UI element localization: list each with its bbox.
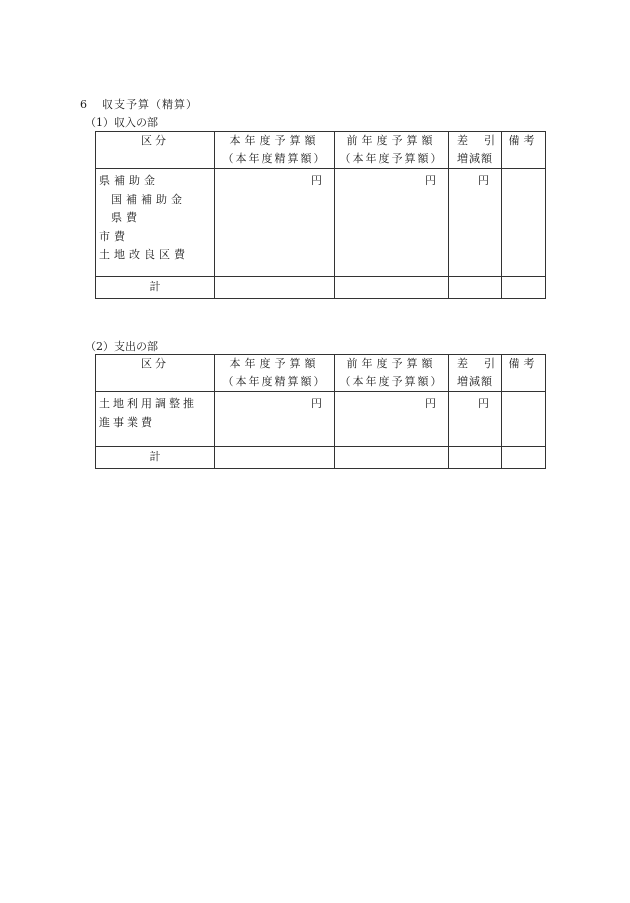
section-number: 6 xyxy=(80,98,87,111)
col-current-header xyxy=(215,355,335,392)
expense-difference-cell: 円 xyxy=(449,392,502,447)
previous-header-line2: （本年度予算額） xyxy=(339,375,444,388)
current-header-line2: （本年度精算額） xyxy=(222,375,327,388)
income-total-difference xyxy=(449,277,502,299)
income-item: 土地改良区費 xyxy=(99,248,189,261)
expense-current-cell: 円 xyxy=(215,392,335,447)
col-current-header xyxy=(215,132,335,169)
current-header-line1: 本年度予算額 xyxy=(229,134,320,147)
col-remarks-header: 備考 xyxy=(502,132,546,169)
col-previous-header xyxy=(335,132,449,169)
expense-items-cell xyxy=(96,392,215,447)
income-body-row xyxy=(96,169,546,277)
difference-header-b: 引 xyxy=(484,134,495,147)
col-category-header: 区分 xyxy=(96,132,215,169)
expense-item: 進事業費 xyxy=(99,415,155,429)
income-total-row xyxy=(96,277,546,299)
previous-header-line1: 前年度予算額 xyxy=(346,357,437,370)
income-item: 県補助金 xyxy=(99,174,159,187)
section-title: 収支予算（精算） xyxy=(102,98,198,111)
section-heading xyxy=(80,96,198,112)
expense-previous-cell: 円 xyxy=(335,392,449,447)
previous-header-line1: 前年度予算額 xyxy=(346,134,437,147)
expense-total-difference xyxy=(449,447,502,469)
expense-total-remarks xyxy=(502,447,546,469)
income-subtitle: （1）収入の部 xyxy=(85,116,158,129)
income-table xyxy=(95,131,546,299)
expense-subtitle: （2）支出の部 xyxy=(85,340,158,353)
col-previous-header xyxy=(335,355,449,392)
income-item: 県費 xyxy=(111,211,141,224)
difference-header-a: 差 xyxy=(457,357,468,370)
current-header-line2: （本年度精算額） xyxy=(222,152,327,165)
income-item: 国補補助金 xyxy=(111,192,186,206)
income-difference-cell: 円 xyxy=(449,169,502,277)
expense-header-row xyxy=(96,355,546,392)
income-previous-cell: 円 xyxy=(335,169,449,277)
income-total-previous xyxy=(335,277,449,299)
income-total-label: 計 xyxy=(96,277,215,299)
difference-header-line2: 増減額 xyxy=(457,152,493,165)
previous-header-line2: （本年度予算額） xyxy=(339,152,444,165)
difference-header-line2: 増減額 xyxy=(457,375,493,388)
expense-table xyxy=(95,354,546,469)
expense-item: 土地利用調整推 xyxy=(99,397,197,410)
expense-total-previous xyxy=(335,447,449,469)
difference-header-b: 引 xyxy=(484,357,495,370)
income-header-row xyxy=(96,132,546,169)
col-difference-header xyxy=(449,132,502,169)
col-category-header: 区分 xyxy=(96,355,215,392)
col-difference-header xyxy=(449,355,502,392)
income-total-remarks xyxy=(502,277,546,299)
income-item: 市費 xyxy=(99,229,129,243)
income-remarks-cell xyxy=(502,169,546,277)
difference-header-a: 差 xyxy=(457,134,468,147)
income-items-cell xyxy=(96,169,215,277)
current-header-line1: 本年度予算額 xyxy=(229,357,320,370)
expense-total-row xyxy=(96,447,546,469)
expense-total-current xyxy=(215,447,335,469)
income-total-current xyxy=(215,277,335,299)
income-current-cell: 円 xyxy=(215,169,335,277)
col-remarks-header: 備考 xyxy=(502,355,546,392)
expense-remarks-cell xyxy=(502,392,546,447)
expense-body-row xyxy=(96,392,546,447)
expense-total-label: 計 xyxy=(96,447,215,469)
